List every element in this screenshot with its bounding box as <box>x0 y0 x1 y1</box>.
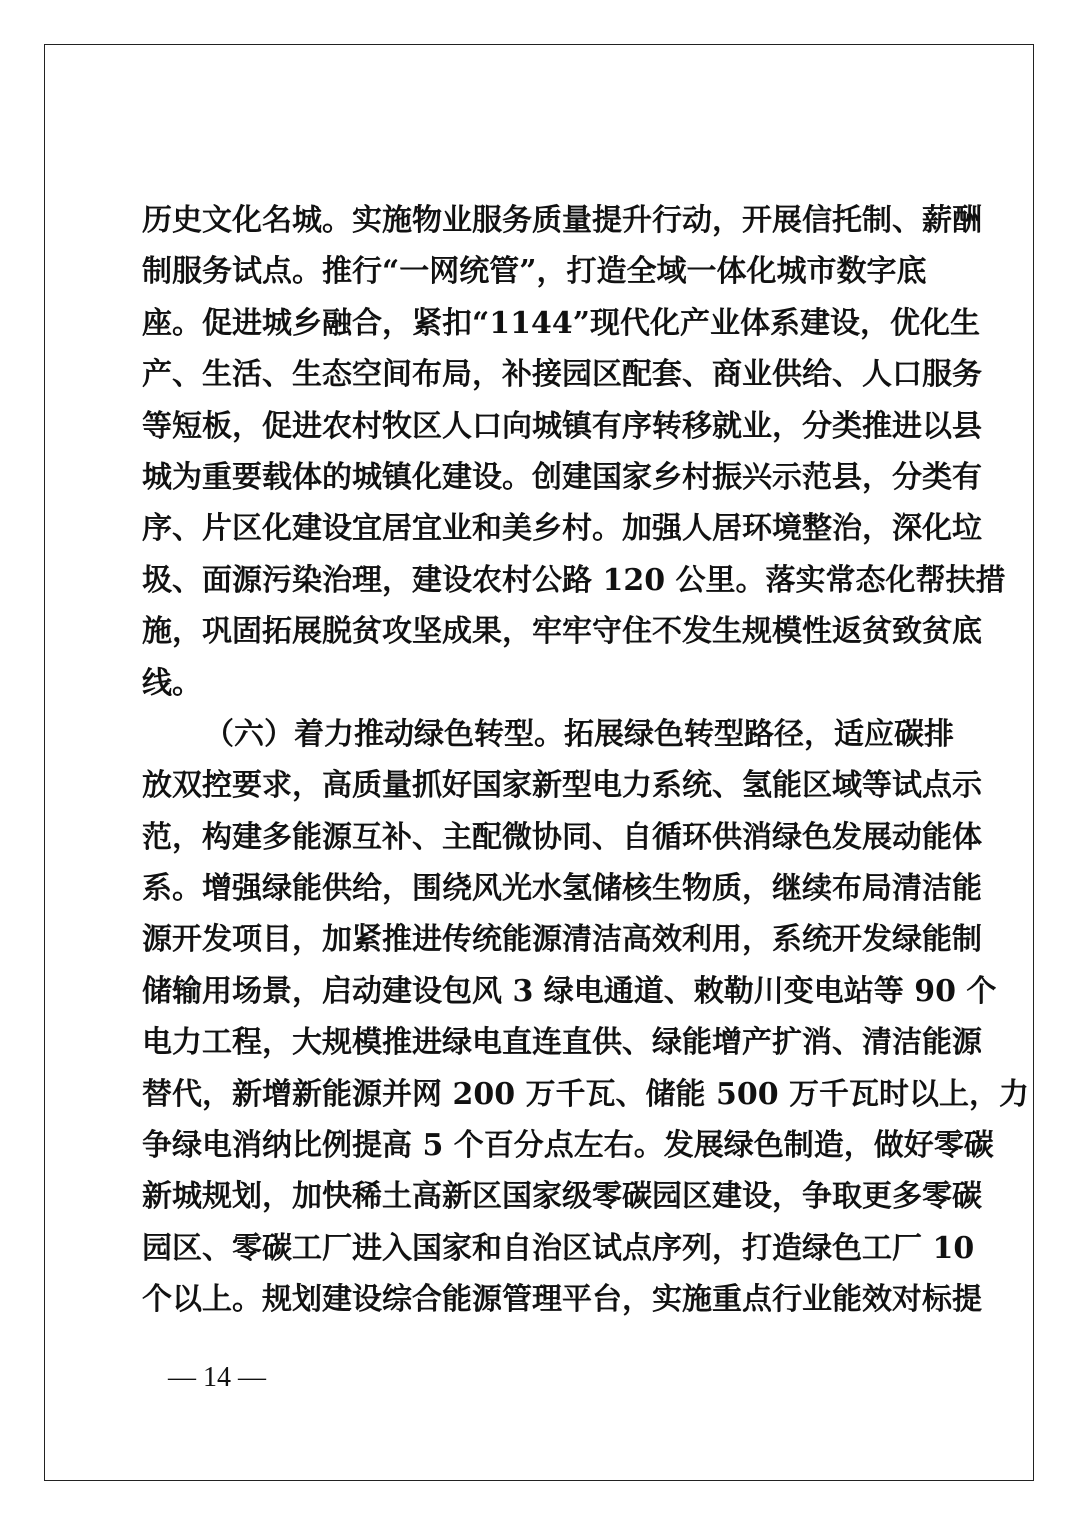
text-line: 系。增强绿能供给，围绕风光水氢储核生物质，继续布局清洁能 <box>142 871 982 907</box>
text-line: 圾、面源污染治理，建设农村公路 120 公里。落实常态化帮扶措 <box>142 562 1006 598</box>
text-line: 园区、零碳工厂进入国家和自治区试点序列，打造绿色工厂 10 <box>142 1230 975 1266</box>
text-line: 范，构建多能源互补、主配微协同、自循环供消绿色发展动能体 <box>142 819 982 855</box>
text-line: 源开发项目，加紧推进传统能源清洁高效利用，系统开发绿能制 <box>142 922 982 958</box>
text-line: 争绿电消纳比例提高 5 个百分点左右。发展绿色制造，做好零碳 <box>142 1128 994 1164</box>
text-line: 制服务试点。推行“一网统管”，打造全域一体化城市数字底 <box>142 254 927 290</box>
text-line: 城为重要载体的城镇化建设。创建国家乡村振兴示范县，分类有 <box>142 459 982 495</box>
text-line: 座。促进城乡融合，紧扣“1144”现代化产业体系建设，优化生 <box>142 305 981 341</box>
text-line: 线。 <box>142 665 202 701</box>
text-line: 放双控要求，高质量抓好国家新型电力系统、氢能区域等试点示 <box>142 768 982 804</box>
text-line: 储输用场景，启动建设包风 3 绿电通道、敕勒川变电站等 90 个 <box>142 973 997 1009</box>
page-number: — 14 — <box>168 1362 266 1393</box>
text-line: 个以上。规划建设综合能源管理平台，实施重点行业能效对标提 <box>142 1282 982 1318</box>
section-heading-line: （六）着力推动绿色转型。拓展绿色转型路径，适应碳排 <box>204 716 954 752</box>
text-line: 序、片区化建设宜居宜业和美乡村。加强人居环境整治，深化垃 <box>142 511 982 547</box>
text-line: 产、生活、生态空间布局，补接园区配套、商业供给、人口服务 <box>142 357 982 393</box>
text-line: 替代，新增新能源并网 200 万千瓦、储能 500 万千瓦时以上，力 <box>142 1076 1030 1112</box>
text-line: 电力工程，大规模推进绿电直连直供、绿能增产扩消、清洁能源 <box>142 1025 982 1061</box>
text-line: 新城规划，加快稀土高新区国家级零碳园区建设，争取更多零碳 <box>142 1179 982 1215</box>
text-line: 历史文化名城。实施物业服务质量提升行动，开展信托制、薪酬 <box>142 203 982 238</box>
text-line: 等短板，促进农村牧区人口向城镇有序转移就业，分类推进以县 <box>142 408 982 444</box>
text-line: 施，巩固拓展脱贫攻坚成果，牢牢守住不发生规模性返贫致贫底 <box>142 614 982 650</box>
document-body <box>142 195 1030 1326</box>
